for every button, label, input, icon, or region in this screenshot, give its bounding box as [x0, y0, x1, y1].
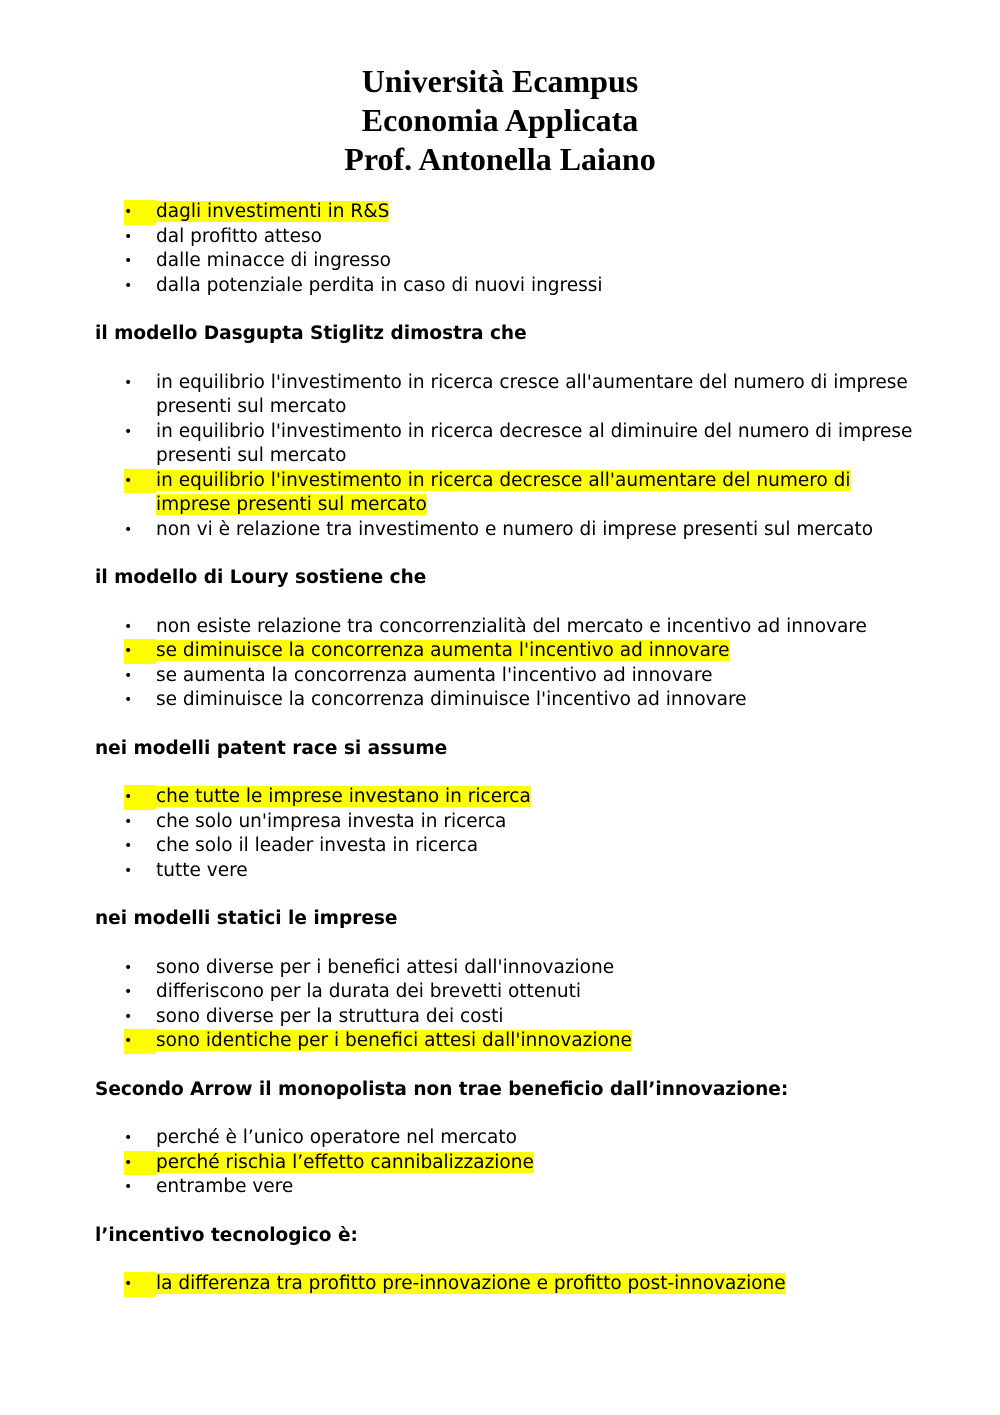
answer-text: la differenza tra profitto pre-innovazione e profitto post-innovazione [156, 1273, 786, 1294]
answer-text: perché rischia l’effetto cannibalizzazione [156, 1151, 534, 1173]
answer-list [95, 956, 915, 1054]
bullet-icon: • [124, 639, 156, 664]
question-heading: l’incentivo tecnologico è: [95, 1224, 358, 1246]
spacer [95, 347, 915, 371]
answer-item-highlighted [95, 1151, 915, 1176]
answer-text: se diminuisce la concorrenza diminuisce l'incentivo ad innovare [156, 689, 747, 710]
answer-item [95, 810, 915, 835]
answer-item [95, 420, 915, 469]
answer-text: se diminuisce la concorrenza aumenta l'incentivo ad innovare [156, 640, 730, 661]
answer-item-highlighted [95, 1272, 915, 1297]
answer-text: dalla potenziale perdita in caso di nuovi ingressi [156, 274, 603, 296]
bullet-icon: • [124, 618, 133, 635]
answer-text: dalle minacce di ingresso [156, 250, 391, 271]
bullet-icon: • [124, 253, 133, 269]
answer-list [95, 785, 915, 883]
university-name: Università Ecampus [361, 63, 639, 99]
answer-item [95, 615, 915, 640]
spacer [95, 883, 915, 907]
bullet-icon: • [124, 521, 133, 538]
answer-item [95, 859, 915, 884]
bullet-icon: • [124, 959, 133, 976]
spacer [95, 761, 915, 785]
answer-item [95, 1126, 915, 1151]
answer-item-highlighted [95, 639, 915, 664]
answer-item [95, 980, 915, 1005]
answer-text: non vi è relazione tra investimento e numero di imprese presenti sul mercato [156, 518, 874, 540]
answer-text: in equilibrio l'investimento in ricerca decresce all'aumentare del numero di imprese presenti sul mercato [156, 469, 851, 515]
answer-text: sono identiche per i benefici attesi dall'innovazione [156, 1030, 632, 1051]
bullet-icon: • [124, 277, 133, 294]
spacer [95, 1248, 915, 1272]
answer-item [95, 249, 915, 274]
bullet-icon: • [124, 374, 133, 391]
answer-text: che solo un'impresa investa in ricerca [156, 810, 507, 832]
question-heading: il modello Dasgupta Stiglitz dimostra che [95, 323, 527, 344]
answer-text: che solo il leader investa in ricerca [156, 835, 479, 856]
answer-item [95, 688, 915, 713]
answer-item [95, 834, 915, 859]
bullet-icon: • [124, 1029, 156, 1054]
bullet-icon: • [124, 838, 133, 854]
answer-item-highlighted [95, 1029, 915, 1054]
spacer [95, 1200, 915, 1224]
answer-text: sono diverse per i benefici attesi dall'innovazione [156, 956, 615, 978]
bullet-icon: • [124, 1151, 156, 1176]
answer-list [95, 371, 915, 543]
answer-text: dagli investimenti in R&S [156, 201, 390, 222]
question-heading: nei modelli patent race si assume [95, 737, 448, 759]
answer-item-highlighted [95, 200, 915, 225]
bullet-icon: • [124, 862, 133, 879]
bullet-icon: • [124, 785, 156, 810]
answer-list [95, 1272, 915, 1297]
bullet-icon: • [124, 984, 133, 1000]
bullet-icon: • [124, 469, 156, 494]
answer-text: tutte vere [156, 859, 248, 881]
answer-item [95, 371, 915, 420]
bullet-icon: • [124, 423, 133, 440]
answer-text: dal profitto atteso [156, 225, 322, 247]
bullet-icon: • [124, 1272, 156, 1297]
document-header [0, 62, 1000, 179]
spacer [95, 298, 915, 322]
answer-text: perché è l’unico operatore nel mercato [156, 1127, 517, 1148]
bullet-icon: • [124, 667, 133, 684]
answer-item [95, 1175, 915, 1200]
spacer [95, 932, 915, 956]
spacer [95, 713, 915, 737]
answer-text: non esiste relazione tra concorrenzialità del mercato e incentivo ad innovare [156, 615, 867, 637]
answer-text: sono diverse per la struttura dei costi [156, 1005, 504, 1027]
bullet-icon: • [124, 1130, 133, 1146]
answer-text: che tutte le imprese investano in ricerca [156, 786, 531, 807]
answer-text: differiscono per la durata dei brevetti ottenuti [156, 981, 582, 1002]
question-heading: nei modelli statici le imprese [95, 908, 398, 929]
answer-list [95, 1126, 915, 1200]
quiz-content [95, 200, 915, 1297]
question-heading: il modello di Loury sostiene che [95, 567, 427, 588]
answer-item [95, 225, 915, 250]
answer-list [95, 200, 915, 298]
answer-text: in equilibrio l'investimento in ricerca cresce all'aumentare del numero di imprese presenti sul mercato [156, 371, 908, 417]
bullet-icon: • [124, 692, 133, 708]
spacer [95, 1102, 915, 1126]
question-heading: Secondo Arrow il monopolista non trae beneficio dall’innovazione: [95, 1078, 789, 1100]
spacer [95, 542, 915, 566]
spacer [95, 591, 915, 615]
answer-item [95, 1005, 915, 1030]
answer-item [95, 664, 915, 689]
answer-item-highlighted [95, 469, 915, 518]
answer-text: se aumenta la concorrenza aumenta l'incentivo ad innovare [156, 664, 713, 686]
answer-item [95, 274, 915, 299]
spacer [95, 1054, 915, 1078]
bullet-icon: • [124, 813, 133, 830]
answer-item-highlighted [95, 785, 915, 810]
bullet-icon: • [124, 1008, 133, 1025]
bullet-icon: • [124, 1179, 133, 1195]
answer-item [95, 518, 915, 543]
course-title: Economia Applicata [361, 102, 639, 138]
bullet-icon: • [124, 228, 133, 245]
bullet-icon: • [124, 200, 156, 225]
professor-name: Prof. Antonella Laiano [344, 141, 656, 177]
answer-list [95, 615, 915, 713]
answer-text: in equilibrio l'investimento in ricerca decresce al diminuire del numero di imprese presenti sul mercato [156, 420, 913, 466]
answer-item [95, 956, 915, 981]
answer-text: entrambe vere [156, 1176, 294, 1197]
